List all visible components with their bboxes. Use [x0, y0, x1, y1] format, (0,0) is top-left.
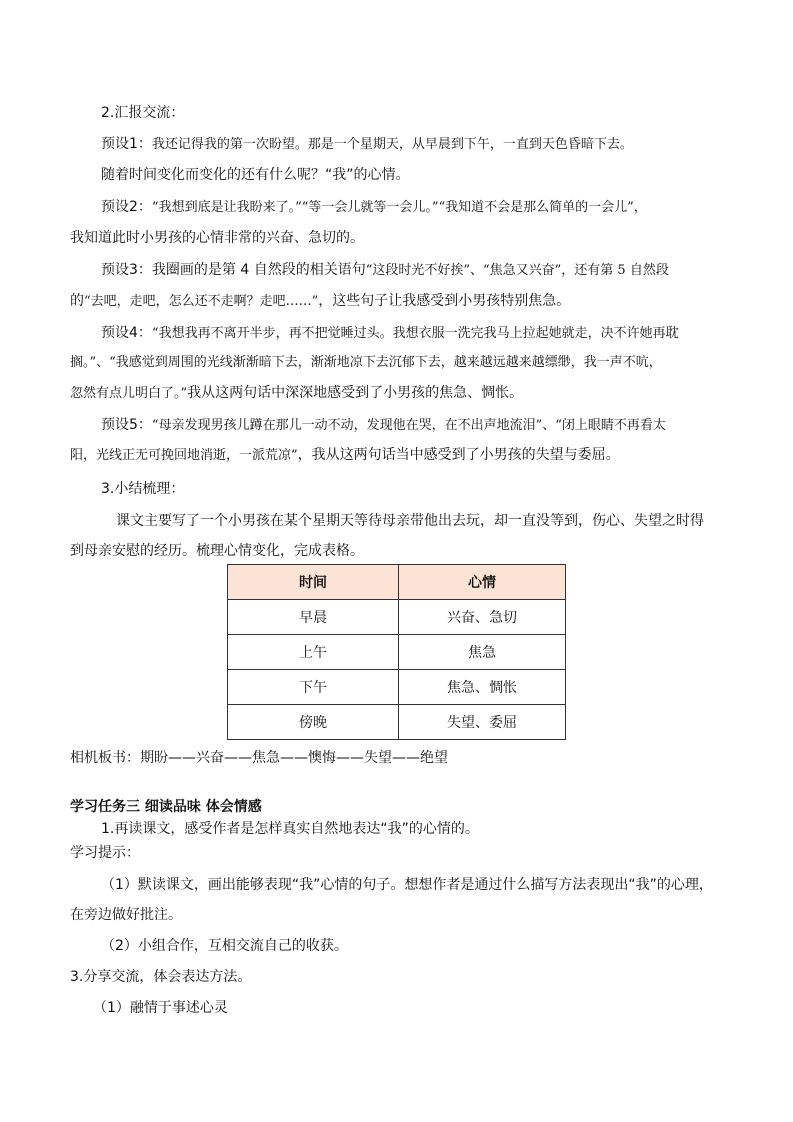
- paragraph-text: ，我从这两句话当中感受到了小男孩的失望与委屈。: [297, 447, 620, 463]
- paragraph-text: ，这些句子让我感受到小男孩特别焦急。: [318, 293, 571, 309]
- tip-line: （2）小组合作，互相交流自己的收获。: [101, 938, 348, 954]
- table-cell: 焦急、惆怅: [399, 670, 566, 705]
- summary-line: 课文主要写了一个小男孩在某个星期天等待母亲带他出去玩，却一直没等到，伤心、失望之时得: [116, 513, 704, 529]
- table-row: [228, 670, 566, 705]
- table-row: [228, 600, 566, 635]
- paragraph-line: 我知道此时小男孩的心情非常的兴奋、急切的。: [70, 230, 364, 246]
- task-title: 学习任务三 细读品味 体会情感: [70, 799, 262, 815]
- quote-text: “去吧，走吧，怎么还不走啊？走吧……”: [84, 294, 319, 309]
- quote-text: “母亲发现男孩儿蹲在那儿一动不动，发现他在哭，在不出声地流泪”、“闭上眼睛不再看太: [151, 418, 666, 433]
- table-cell: 下午: [228, 670, 399, 705]
- preset-label: 预设1：: [101, 136, 152, 152]
- quote-text: “我想到底是让我盼来了。”“等一会儿就等一会儿。”“我知道不会是那么简单的一会儿”，: [151, 200, 647, 215]
- preset-4: [101, 323, 679, 344]
- table-cell: 傍晚: [228, 705, 399, 740]
- table-cell: 焦急: [399, 635, 566, 670]
- paragraph-text: 的: [70, 293, 84, 309]
- preset-label: 预设4：: [101, 325, 152, 341]
- table-header-row: [228, 565, 566, 600]
- preset-5: [101, 415, 666, 436]
- table-cell: 上午: [228, 635, 399, 670]
- column-header-time: 时间: [228, 565, 399, 600]
- tips-label: 学习提示：: [70, 845, 140, 861]
- preset-3: [101, 260, 669, 281]
- table-cell: 早晨: [228, 600, 399, 635]
- quote-text: “我想我再不离开半步，再不把觉睡过头。我想衣服一洗完我马上拉起她就走，决不许她再耽: [151, 326, 679, 341]
- table-row: [228, 635, 566, 670]
- quote-text: 阳，光线正无可挽回地消逝，一派荒凉”: [70, 448, 298, 463]
- table-cell: 失望、委屈: [399, 705, 566, 740]
- mood-table: [227, 564, 566, 740]
- paragraph-line: [70, 383, 523, 404]
- task-item: 1.再读课文，感受作者是怎样真实自然地表达“我”的心情的。: [101, 821, 479, 837]
- question-text: 随着时间变化而变化的还有什么呢？“我”的心情。: [101, 167, 410, 183]
- board-summary: 相机板书：期盼——兴奋——焦急——懊悔——失望——绝望: [70, 750, 448, 766]
- paragraph-text: 预设3：我圈画的是第 4 自然段的相关语句: [101, 262, 366, 278]
- paragraph-text: 我从这两句话中深深地感受到了小男孩的焦急、惆怅。: [187, 385, 524, 401]
- preset-label: 预设5：: [101, 417, 152, 433]
- quote-text: 忽然有点儿明白了。”: [70, 386, 188, 401]
- quote-text: 我还记得我的第一次盼望。那是一个星期天，从早晨到下午，一直到天色昏暗下去。: [151, 137, 633, 152]
- table-cell: 兴奋、急切: [399, 600, 566, 635]
- preset-1: [101, 134, 633, 155]
- tip-line: 在旁边做好批注。: [70, 907, 182, 923]
- paragraph-line: [70, 291, 570, 312]
- paragraph-line: [70, 445, 620, 466]
- summary-line: 到母亲安慰的经历。梳理心情变化，完成表格。: [70, 543, 364, 559]
- sub-heading: （1）融情于事述心灵: [93, 1000, 228, 1016]
- quote-text: “这段时光不好挨”、“焦急又兴奋”，还有第 5 自然段: [365, 263, 669, 278]
- section-heading: 3.小结梳理：: [101, 481, 185, 497]
- tip-line: （1）默读课文，画出能够表现“我”心情的句子。想想作者是通过什么描写方法表现出“我”的心理，: [101, 877, 713, 893]
- preset-2: [101, 197, 647, 218]
- preset-label: 预设2：: [101, 199, 152, 215]
- section-heading: 2.汇报交流：: [101, 105, 185, 121]
- quote-line: 搁。”、“我感觉到周围的光线渐渐暗下去，渐渐地凉下去沉郁下去，越来越远越来越缥缈，我一声不吭，: [70, 355, 662, 370]
- task-item: 3.分享交流，体会表达方法。: [70, 969, 252, 985]
- table-row: [228, 705, 566, 740]
- column-header-mood: 心情: [399, 565, 566, 600]
